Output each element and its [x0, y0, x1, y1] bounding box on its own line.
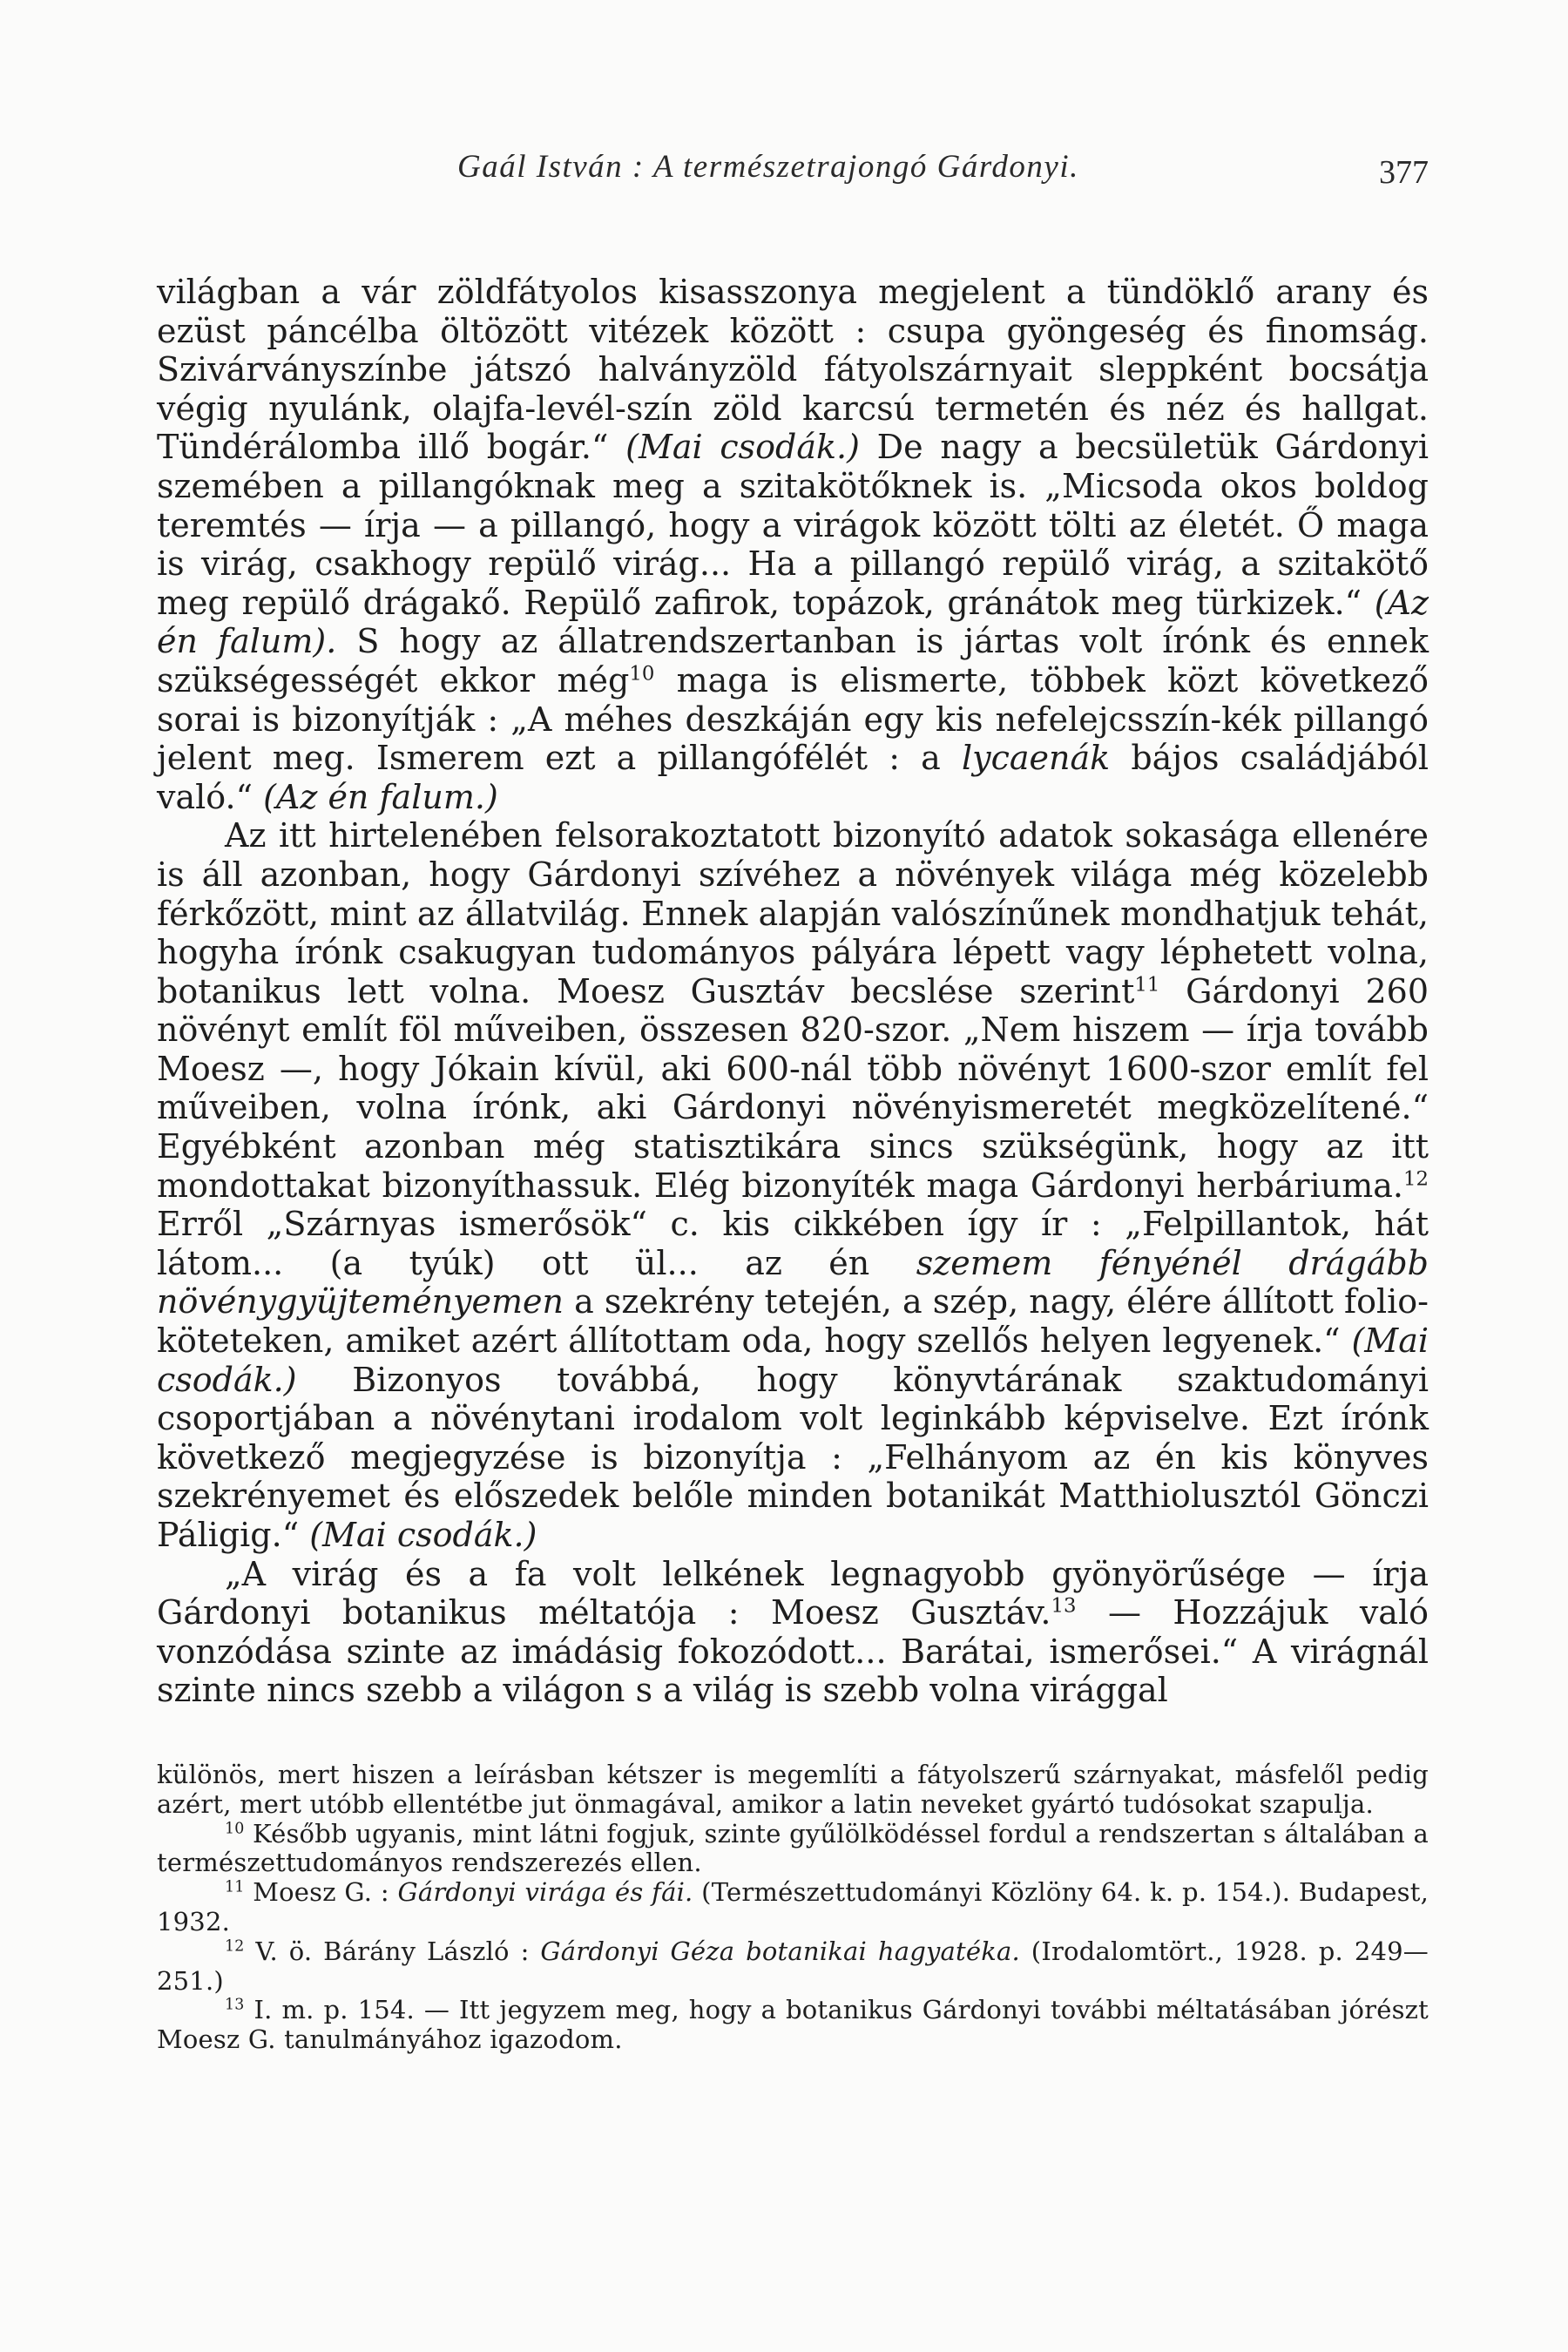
footnote-11: $^{11}$ Moesz G. : Gárdonyi virága és fái. (Természettudományi Közlöny 64. k. p. 154.). Budapest, 1932.: [157, 1877, 1429, 1936]
footnote-10: $^{10}$ Később ugyanis, mint látni fogjuk, szinte gyűlölködéssel fordul a rendszertan s általában a természettudományos rendszerezés ellen.: [157, 1818, 1429, 1878]
running-title: Gaál István : A természetrajongó Gárdonyi.: [457, 149, 1079, 185]
footnote-ref-13: 13: [1051, 1594, 1077, 1618]
footnote-ref-12: 12: [1402, 1166, 1429, 1190]
paragraph-1: világban a vár zöldfátyolos kisasszonya megjelent a tündöklő arany és ezüst páncélba öltözött vitézek között : csupa gyöngeség és finomság. Szivárványszínbe játszó halványzöld fátyolszárnyait sleppként bocsátja végig nyulánk, olajfa-levél-szín zöld karcsú termetén és néz és hallgat. Tündérálomba illő bogár.“ (Mai csodák.) De nagy a becsületük Gárdonyi szemében a pillangóknak meg a szitakötőknek is. „Micsoda okos boldog teremtés — írja — a pillangó, hogy a virágok között tölti az életét. Ő maga is virág, csakhogy repülő virág... Ha a pillangó repülő virág, a szitakötő meg repülő drágakő. Repülő zafirok, topázok, gránátok meg türkizek.“ (Az én falum). S hogy az állatrendszertanban is jártas volt írónk és ennek szükségességét ekkor még$^{10}$ maga is elismerte, többek közt következő sorai is bizonyítják : „A méhes deszkáján egy kis nefelejcsszín-kék pillangó jelent meg. Ismerem ezt a pillangófélét : a lycaenák bájos családjából való.“ (Az én falum.): [157, 273, 1429, 816]
footnote-12: $^{12}$ V. ö. Bárány László : Gárdonyi Géza botanikai hagyatéka. (Irodalomtört., 1928. p. 249—251.): [157, 1936, 1429, 1996]
paragraph-3: „A virág és a fa volt lelkének legnagyobb gyönyörűsége — írja Gárdonyi botanikus méltatója : Moesz Gusztáv.$^{13}$ — Hozzájuk való vonzódása szinte az imádásig fokozódott... Barátai, ismerősei.“ A virágnál szinte nincs szebb a világon s a világ is szebb volna virággal: [157, 1554, 1429, 1710]
footnote-ref-11: 11: [1134, 973, 1160, 997]
main-text: [157, 273, 1429, 1710]
paragraph-2: Az itt hirtelenében felsorakoztatott bizonyító adatok sokasága ellenére is áll azonban, hogy Gárdonyi szívéhez a növények világa még közelebb férkőzött, mint az állatvilág. Ennek alapján valószínűnek mondhatjuk tehát, hogyha írónk csakugyan tudományos pályára lépett vagy léphetett volna, botanikus lett volna. Moesz Gusztáv becslése szerint$^{11}$ Gárdonyi 260 növényt említ föl műveiben, összesen 820-szor. „Nem hiszem — írja tovább Moesz —, hogy Jókain kívül, aki 600-nál több növényt 1600-szor említ fel műveiben, volna írónk, aki Gárdonyi növényismeretét megközelítené.“ Egyébként azonban még statisztikára sincs szükségünk, hogy az itt mondottakat bizonyíthassuk. Elég bizonyíték maga Gárdonyi herbáriuma.$^{12}$ Erről „Szárnyas ismerősök“ c. kis cikkében így ír : „Felpillantok, hát látom... (a tyúk) ott ül... az én szemem fényénél drágább növénygyüjteményemen a szekrény tetején, a szép, nagy, élére állított folio-köteteken, amiket azért állítottam oda, hogy szellős helyen legyenek.“ (Mai csodák.) Bizonyos továbbá, hogy könyvtárának szaktudományi csoportjában a növénytani irodalom volt leginkább képviselve. Ezt írónk következő megjegyzése is bizonyítja : „Felhányom az én kis könyves szekrényemet és előszedek belőle minden botanikát Matthiolusztól Gönczi Páligig.“ (Mai csodák.): [157, 816, 1429, 1554]
footnotes: [157, 1761, 1429, 2055]
page-number: 377: [1379, 154, 1429, 191]
footnote-continuation: különös, mert hiszen a leírásban kétszer is megemlíti a fátyolszerű szárnyakat, másfelől pedig azért, mert utóbb ellentétbe jut önmagával, amikor a latin neveket gyártó tudósokat szapulja.: [157, 1760, 1429, 1819]
footnote-ref-10: 10: [629, 662, 655, 686]
footnote-13: $^{13}$ I. m. p. 154. — Itt jegyzem meg, hogy a botanikus Gárdonyi további méltatásában jórészt Moesz G. tanulmányához igazodom.: [157, 1995, 1429, 2055]
page-header: [157, 148, 1429, 197]
